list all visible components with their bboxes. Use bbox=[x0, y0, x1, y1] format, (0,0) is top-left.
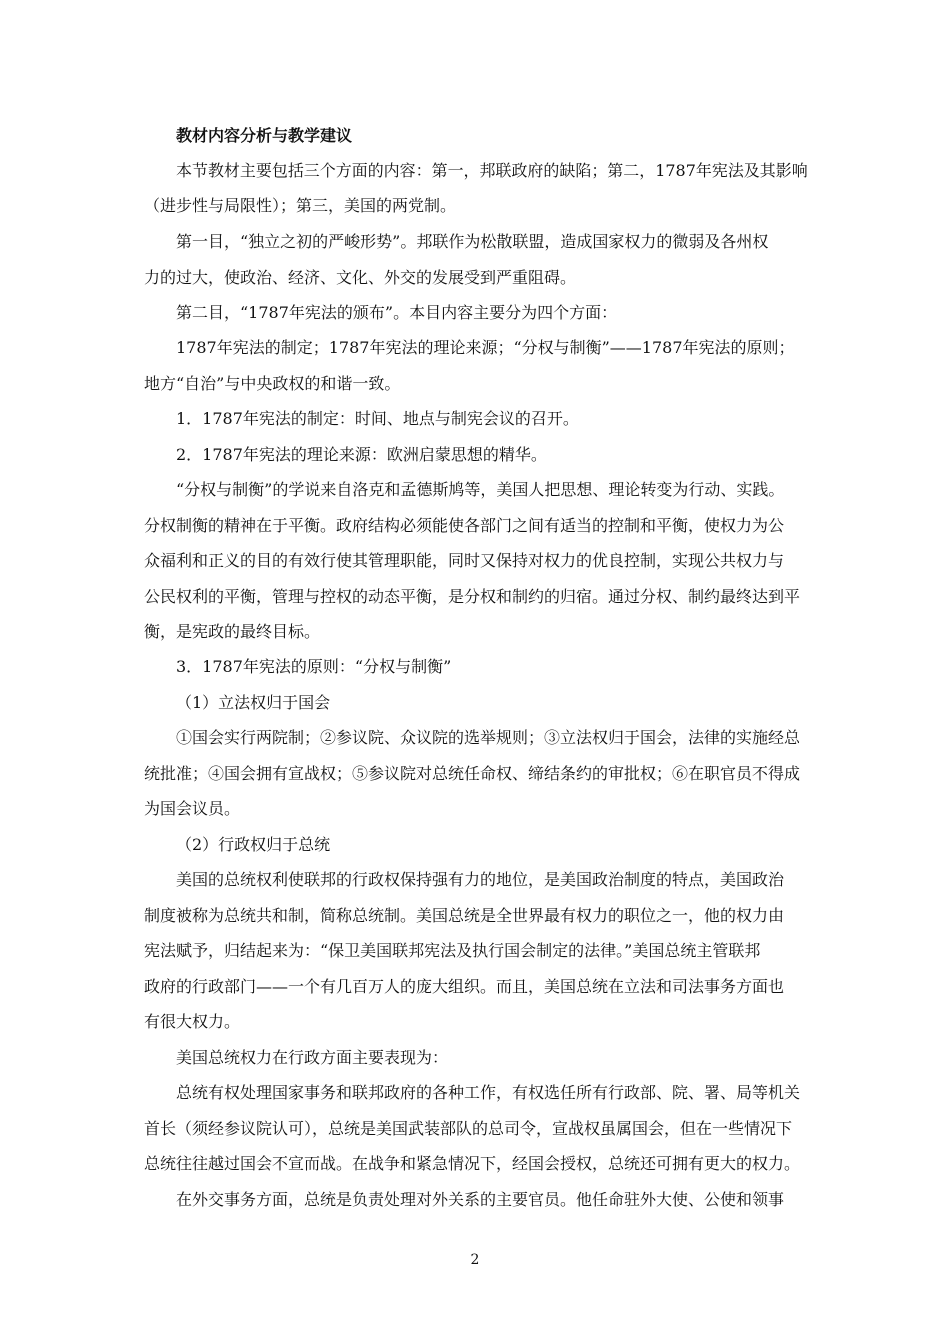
paragraph-line: 第二目，“1787年宪法的颁布”。本目内容主要分为四个方面： bbox=[176, 303, 618, 322]
paragraph-line: 统批准；④国会拥有宣战权；⑤参议院对总统任命权、缔结条约的审批权；⑥在职官员不得成 bbox=[144, 764, 801, 783]
paragraph-line: 美国总统权力在行政方面主要表现为： bbox=[176, 1048, 449, 1067]
paragraph-line: 宪法赋予，归结起来为：“保卫美国联邦宪法及执行国会制定的法律。”美国总统主管联邦 bbox=[144, 941, 761, 960]
list-item: 1．1787年宪法的制定：时间、地点与制宪会议的召开。 bbox=[176, 409, 579, 428]
paragraph-line: 美国的总统权利使联邦的行政权保持强有力的地位，是美国政治制度的特点，美国政治 bbox=[176, 870, 785, 889]
paragraph-line: 第一目，“独立之初的严峻形势”。邦联作为松散联盟，造成国家权力的微弱及各州权 bbox=[176, 232, 769, 251]
paragraph-line: 为国会议员。 bbox=[144, 799, 241, 818]
paragraph-line: （进步性与局限性）；第三，美国的两党制。 bbox=[144, 196, 457, 215]
paragraph-line: 总统往往越过国会不宣而战。在战争和紧急情况下，经国会授权，总统还可拥有更大的权力。 bbox=[144, 1154, 801, 1173]
paragraph-line: 衡，是宪政的最终目标。 bbox=[144, 622, 321, 641]
paragraph-line: 公民权利的平衡，管理与控权的动态平衡，是分权和制约的归宿。通过分权、制约最终达到平 bbox=[144, 587, 801, 606]
paragraph-line: 地方“自治”与中央政权的和谐一致。 bbox=[144, 374, 401, 393]
paragraph-line: 有很大权力。 bbox=[144, 1012, 241, 1031]
section-heading: 教材内容分析与教学建议 bbox=[176, 126, 353, 145]
paragraph-line: 1787年宪法的制定；1787年宪法的理论来源；“分权与制衡”——1787年宪法的原则； bbox=[176, 338, 795, 357]
page-number: 2 bbox=[470, 1252, 480, 1268]
paragraph-line: 力的过大，使政治、经济、文化、外交的发展受到严重阻碍。 bbox=[144, 268, 577, 287]
paragraph-line: 众福利和正义的目的有效行使其管理职能，同时又保持对权力的优良控制，实现公共权力与 bbox=[144, 551, 785, 570]
list-item: 2．1787年宪法的理论来源：欧洲启蒙思想的精华。 bbox=[176, 445, 547, 464]
subsection-title: （2）行政权归于总统 bbox=[176, 835, 331, 854]
paragraph-line: ①国会实行两院制；②参议院、众议院的选举规则；③立法权归于国会，法律的实施经总 bbox=[176, 728, 801, 747]
paragraph-line: “分权与制衡”的学说来自洛克和孟德斯鸠等，美国人把思想、理论转变为行动、实践。 bbox=[176, 480, 785, 499]
paragraph-line: 本节教材主要包括三个方面的内容：第一，邦联政府的缺陷；第二，1787年宪法及其影响 bbox=[176, 161, 808, 180]
paragraph-line: 在外交事务方面，总统是负责处理对外关系的主要官员。他任命驻外大使、公使和领事 bbox=[176, 1190, 785, 1209]
list-item: 3．1787年宪法的原则：“分权与制衡” bbox=[176, 657, 452, 676]
paragraph-line: 政府的行政部门——一个有几百万人的庞大组织。而且，美国总统在立法和司法事务方面也 bbox=[144, 977, 785, 996]
paragraph-line: 分权制衡的精神在于平衡。政府结构必须能使各部门之间有适当的控制和平衡，使权力为公 bbox=[144, 516, 785, 535]
paragraph-line: 首长（须经参议院认可），总统是美国武装部队的总司令，宣战权虽属国会，但在一些情况下 bbox=[144, 1119, 793, 1138]
paragraph-line: 总统有权处理国家事务和联邦政府的各种工作，有权选任所有行政部、院、署、局等机关 bbox=[176, 1083, 801, 1102]
subsection-title: （1）立法权归于国会 bbox=[176, 693, 331, 712]
paragraph-line: 制度被称为总统共和制，简称总统制。美国总统是全世界最有权力的职位之一，他的权力由 bbox=[144, 906, 785, 925]
